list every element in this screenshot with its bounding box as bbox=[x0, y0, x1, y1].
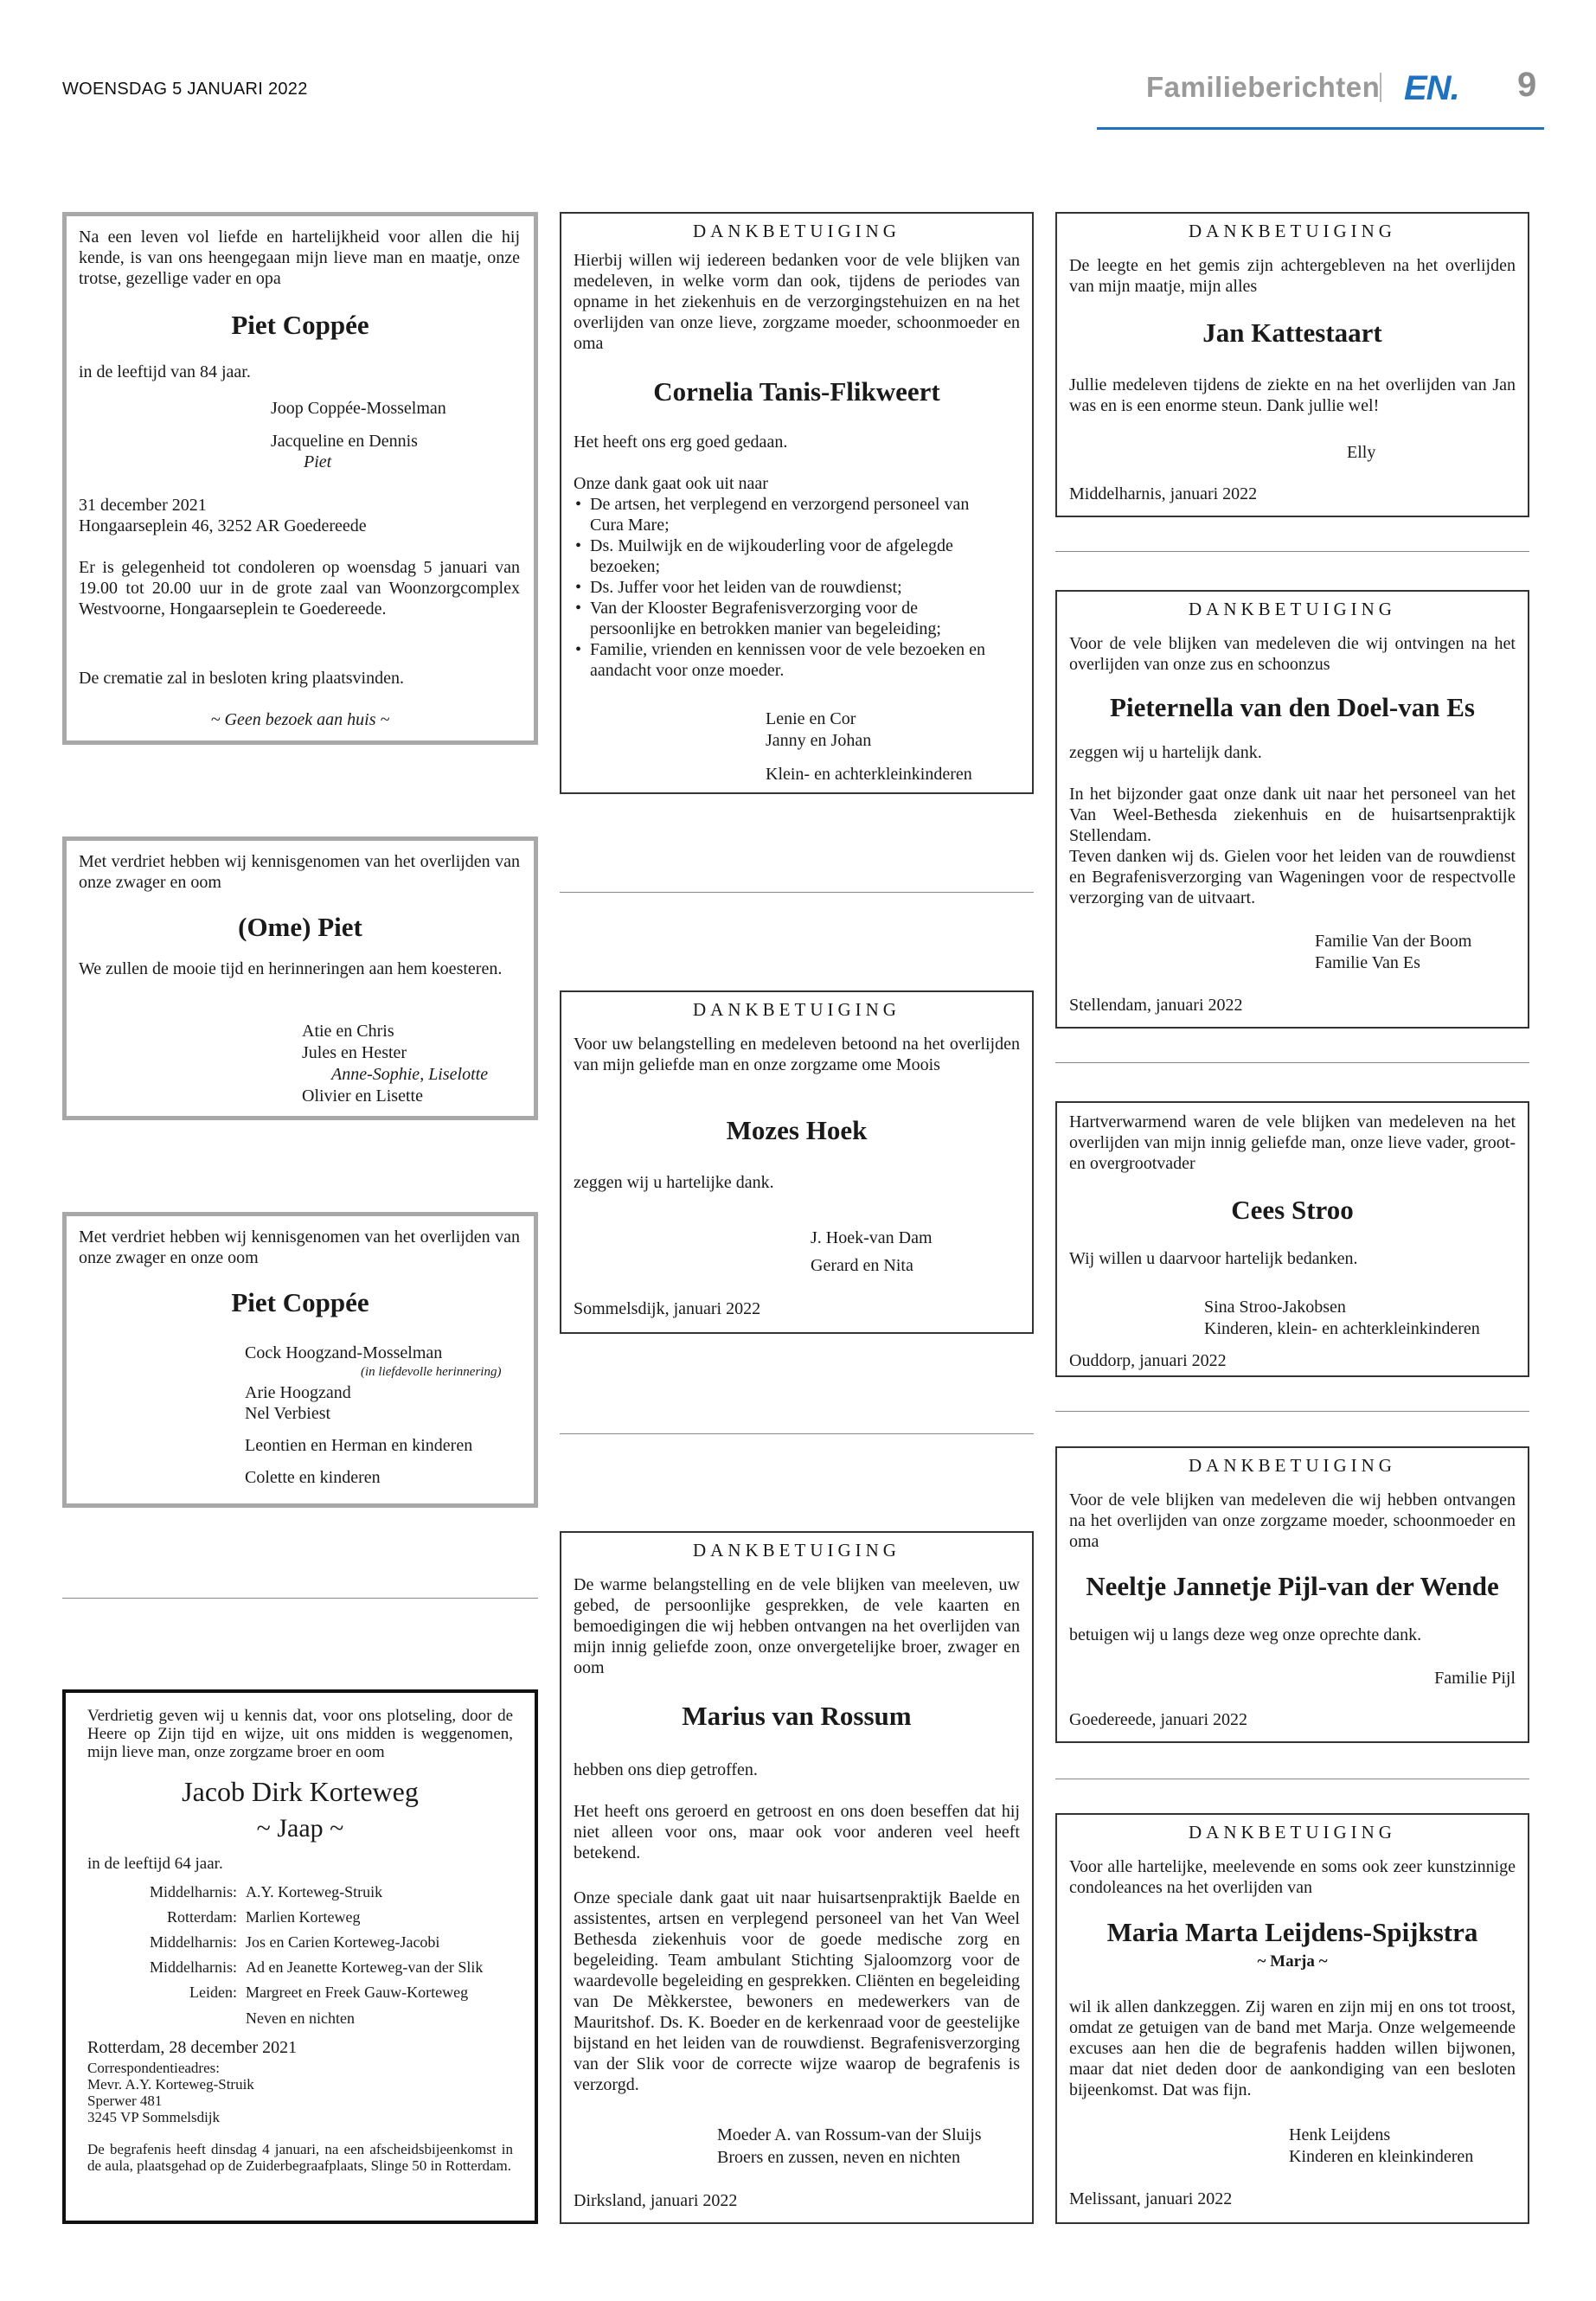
family-place: Middelharnis: bbox=[150, 1933, 237, 1951]
family-names: Neven en nichten bbox=[246, 2009, 355, 2027]
divider bbox=[560, 1433, 1034, 1434]
notice-text: Wij willen u daarvoor hartelijk bedanken. bbox=[1069, 1249, 1358, 1268]
deceased-name: Piet Coppée bbox=[231, 310, 369, 340]
notice-date: 31 december 2021 bbox=[79, 496, 207, 515]
notice-place: Middelharnis, januari 2022 bbox=[1069, 484, 1258, 503]
deceased-name: Mozes Hoek bbox=[726, 1115, 868, 1145]
notice-piet-coppee-2 bbox=[62, 1212, 538, 1508]
family-name: J. Hoek-van Dam bbox=[811, 1228, 933, 1247]
notice-place: Goedereede, januari 2022 bbox=[1069, 1710, 1248, 1729]
deceased-name: Marius van Rossum bbox=[682, 1701, 912, 1731]
notice-text: Onze speciale dank gaat uit naar huisartsenpraktijk Baelde en assistentes, artsen en verplegend personeel van het Van Weel Bethesda ziekenhuis voor de goede medische zorg en begeleiding. Team ambulant Stichting Sjaloomzorg voor de waardevolle begeleiding en gesprekken. Cliënten en begeleiding van De Mèkkerstee, bewoners en medewerkers van de Mauritshof. Ds. K. Boeder en de kerkenraad voor de geestelijke bijstand en het leiden van de rouwdienst. Begrafenisverzorging van der Slik voor de correcte wijze waarop de begrafenis is verzorgd. bbox=[574, 1888, 1020, 2094]
family-names: A.Y. Korteweg-Struik bbox=[246, 1883, 383, 1900]
family-name: Sina Stroo-Jakobsen bbox=[1204, 1298, 1346, 1317]
correspondence-address: 3245 VP Sommelsdijk bbox=[87, 2109, 221, 2125]
notice-date: Rotterdam, 28 december 2021 bbox=[87, 2038, 298, 2057]
correspondence-address: Sperwer 481 bbox=[87, 2093, 163, 2109]
notice-age: in de leeftijd van 84 jaar. bbox=[79, 362, 251, 381]
divider bbox=[1055, 551, 1529, 552]
notice-intro: Voor alle hartelijke, meelevende en soms ook zeer kunstzinnige condoleances na het overlijden van bbox=[1069, 1857, 1516, 1897]
notice-intro: De leegte en het gemis zijn achtergebleven na het overlijden van mijn maatje, mijn alles bbox=[1069, 256, 1516, 296]
family-names: Marlien Korteweg bbox=[246, 1908, 361, 1926]
family-name: Gerard en Nita bbox=[811, 1256, 913, 1275]
list-item: • De artsen, het verplegend en verzorgend personeel van Cura Mare; bbox=[574, 494, 1006, 535]
notice-intro: Met verdriet hebben wij kennisgenomen van het overlijden van onze zwager en onze oom bbox=[79, 1227, 520, 1267]
notice-text: In het bijzonder gaat onze dank uit naar het personeel van het Van Weel-Bethesda ziekenhuis en de huisartsenpraktijk Stellendam. bbox=[1069, 785, 1516, 845]
notice-text: wil ik allen dankzeggen. Zij waren en zijn mij en ons tot troost, omdat ze getuigen van de band met Marja. Onze welgemeende excuses aan hen die de begrafenis hadden willen bijwonen, maar dat niet deden door de aankondiging van een besloten bijeenkomst. Dat was fijn. bbox=[1069, 1997, 1516, 2099]
notice-text: betuigen wij u langs deze weg onze oprechte dank. bbox=[1069, 1625, 1422, 1644]
family-name: Broers en zussen, neven en nichten bbox=[717, 2148, 961, 2167]
header-divider bbox=[1380, 73, 1381, 102]
notice-cornelia-tanis bbox=[560, 212, 1034, 794]
notice-heading: DANKBETUIGING bbox=[1189, 1455, 1396, 1476]
family-place: Rotterdam: bbox=[167, 1908, 237, 1926]
family-names: Margreet en Freek Gauw-Korteweg bbox=[246, 1984, 469, 2001]
notice-text: hebben ons diep getroffen. bbox=[574, 1760, 758, 1779]
deceased-name: Piet Coppée bbox=[231, 1287, 369, 1317]
notice-heading: DANKBETUIGING bbox=[1189, 221, 1396, 241]
notice-jacob-korteweg bbox=[62, 1689, 538, 2224]
remembrance-note: (in liefdevolle herinnering) bbox=[361, 1365, 502, 1379]
deceased-name: Jan Kattestaart bbox=[1202, 317, 1382, 348]
notice-intro: Voor de vele blijken van medeleven die wij hebben ontvangen na het overlijden van onze zorgzame moeder, schoonmoeder en oma bbox=[1069, 1490, 1516, 1551]
notice-pieternella-van-den-doel bbox=[1055, 590, 1529, 1029]
family-names: Jos en Carien Korteweg-Jacobi bbox=[246, 1933, 440, 1951]
family-name: Anne-Sophie, Liselotte bbox=[331, 1065, 489, 1084]
notice-intro: Hierbij willen wij iedereen bedanken voor de vele blijken van medeleven, in welke vorm dan ook, tijdens de periodes van opname in het ziekenhuis en de verzorgingstehuizen en na het overlijden van onze lieve, zorgzame moeder, schoonmoeder en oma bbox=[574, 251, 1020, 353]
notice-intro: Met verdriet hebben wij kennisgenomen van het overlijden van onze zwager en oom bbox=[79, 852, 520, 892]
family-name: Familie Van Es bbox=[1315, 953, 1420, 972]
family-name: Jacqueline en Dennis bbox=[271, 432, 418, 451]
page-number: 9 bbox=[1517, 66, 1537, 104]
family-name: Kinderen en kleinkinderen bbox=[1289, 2147, 1474, 2166]
family-name: Piet bbox=[304, 452, 332, 471]
deceased-name: Pieternella van den Doel-van Es bbox=[1110, 692, 1475, 722]
family-name: Atie en Chris bbox=[302, 1022, 394, 1041]
notice-age: in de leeftijd 64 jaar. bbox=[87, 1855, 223, 1873]
correspondence-label: Correspondentieadres: bbox=[87, 2060, 220, 2076]
family-name: Cock Hoogzand-Mosselman bbox=[245, 1343, 443, 1362]
family-name: Colette en kinderen bbox=[245, 1468, 381, 1487]
list-item: • Ds. Muilwijk en de wijkouderling voor de afgelegde bezoeken; bbox=[574, 535, 1006, 577]
signature: Elly bbox=[1347, 443, 1376, 462]
notice-intro: Na een leven vol liefde en hartelijkheid voor allen die hij kende, is van ons heengegaan mijn lieve man en maatje, onze trotse, gezellige vader en opa bbox=[79, 228, 520, 288]
notice-place: Ouddorp, januari 2022 bbox=[1069, 1351, 1227, 1370]
notice-text: We zullen de mooie tijd en herinneringen aan hem koesteren. bbox=[79, 959, 503, 978]
notice-heading: DANKBETUIGING bbox=[693, 999, 901, 1020]
notice-jan-kattestaart bbox=[1055, 212, 1529, 517]
family-name: Familie Van der Boom bbox=[1315, 932, 1472, 951]
family-name: Olivier en Lisette bbox=[302, 1086, 423, 1106]
notice-text: Het heeft ons erg goed gedaan. bbox=[574, 433, 788, 452]
divider bbox=[1055, 1062, 1529, 1063]
notice-place: Melissant, januari 2022 bbox=[1069, 2189, 1233, 2208]
deceased-name: Maria Marta Leijdens-Spijkstra bbox=[1106, 1917, 1478, 1947]
cremation-info: De crematie zal in besloten kring plaatsvinden. bbox=[79, 669, 404, 688]
divider bbox=[560, 892, 1034, 893]
notice-text: zeggen wij u hartelijke dank. bbox=[574, 1173, 774, 1192]
newspaper-logo: EN. bbox=[1404, 69, 1459, 107]
family-name: Moeder A. van Rossum-van der Sluijs bbox=[717, 2125, 982, 2144]
notice-text: Teven danken wij ds. Gielen voor het leiden van de rouwdienst en Begrafenisverzorging van Wageningen voor de respectvolle verzorging van de uitvaart. bbox=[1069, 847, 1516, 907]
notice-text: Het heeft ons geroerd en getroost en ons doen beseffen dat hij niet alleen voor ons, maar ook voor anderen veel heeft betekend. bbox=[574, 1802, 1020, 1862]
notice-maria-leijdens bbox=[1055, 1813, 1529, 2224]
family-name: Joop Coppée-Mosselman bbox=[271, 399, 446, 418]
deceased-name: Cees Stroo bbox=[1231, 1195, 1354, 1225]
notice-cees-stroo bbox=[1055, 1101, 1529, 1377]
notice-text: Jullie medeleven tijdens de ziekte en na het overlijden van Jan was en is een enorme steun. Dank jullie wel! bbox=[1069, 375, 1516, 415]
family-place: Middelharnis: bbox=[150, 1883, 237, 1900]
condolence-info: Er is gelegenheid tot condoleren op woensdag 5 januari van 19.00 tot 20.00 uur in de grote zaal van Woonzorgcomplex Westvoorne, Hongaarseplein te Goedereede. bbox=[79, 558, 520, 619]
notice-intro: Voor uw belangstelling en medeleven betoond na het overlijden van mijn geliefde man en onze zorgzame ome Moois bbox=[574, 1035, 1020, 1074]
notice-neeltje-pijl bbox=[1055, 1446, 1529, 1743]
signature: Familie Pijl bbox=[1434, 1669, 1516, 1688]
divider bbox=[62, 1598, 538, 1599]
nickname: ~ Jaap ~ bbox=[256, 1814, 344, 1843]
section-title: Familieberichten bbox=[1146, 71, 1381, 103]
deceased-name: Cornelia Tanis-Flikweert bbox=[653, 376, 940, 407]
family-name: Klein- en achterkleinkinderen bbox=[766, 765, 972, 784]
thanks-list bbox=[574, 494, 1006, 681]
family-place: Leiden: bbox=[189, 1984, 237, 2001]
notice-heading: DANKBETUIGING bbox=[693, 221, 901, 241]
notice-heading: DANKBETUIGING bbox=[1189, 1822, 1396, 1843]
family-names: Ad en Jeanette Korteweg-van der Slik bbox=[246, 1958, 484, 1976]
deceased-name: Neeltje Jannetje Pijl-van der Wende bbox=[1086, 1571, 1499, 1601]
deceased-name: Jacob Dirk Korteweg bbox=[182, 1776, 419, 1807]
family-name: Leontien en Herman en kinderen bbox=[245, 1436, 473, 1455]
notice-piet-coppee bbox=[62, 212, 538, 745]
family-name: Janny en Johan bbox=[766, 731, 872, 750]
list-item: • Ds. Juffer voor het leiden van de rouwdienst; bbox=[574, 577, 1006, 598]
notice-address: Hongaarseplein 46, 3252 AR Goedereede bbox=[79, 516, 367, 535]
notice-marius-van-rossum bbox=[560, 1531, 1034, 2224]
notice-ome-piet bbox=[62, 836, 538, 1120]
divider bbox=[1055, 1411, 1529, 1412]
list-item: • Familie, vrienden en kennissen voor de vele bezoeken en aandacht voor onze moeder. bbox=[574, 639, 1006, 681]
deceased-name: (Ome) Piet bbox=[238, 912, 362, 942]
family-name: Nel Verbiest bbox=[245, 1404, 331, 1423]
notice-place: Sommelsdijk, januari 2022 bbox=[574, 1299, 761, 1318]
notice-intro: De warme belangstelling en de vele blijken van meeleven, uw gebed, de persoonlijke gesprekken, de vele kaarten en bemoedigingen die wij hebben ontvangen na het overlijden van mijn innig geliefde zoon, onze onvergetelijke broer, zwager en oom bbox=[574, 1575, 1020, 1677]
list-item: • Van der Klooster Begrafenisverzorging voor de persoonlijke en betrokken manier van begeleiding; bbox=[574, 598, 1006, 639]
nickname: ~ Marja ~ bbox=[1257, 1952, 1328, 1971]
header-rule bbox=[1097, 127, 1544, 130]
family-name: Jules en Hester bbox=[302, 1043, 407, 1062]
family-name: Kinderen, klein- en achterkleinkinderen bbox=[1204, 1319, 1480, 1338]
notice-text: zeggen wij u hartelijk dank. bbox=[1069, 743, 1262, 762]
notice-intro: Voor de vele blijken van medeleven die wij ontvingen na het overlijden van onze zus en schoonzus bbox=[1069, 634, 1516, 674]
notice-heading: DANKBETUIGING bbox=[693, 1540, 901, 1561]
family-name: Henk Leijdens bbox=[1289, 2125, 1391, 2144]
notice-intro: Hartverwarmend waren de vele blijken van medeleven na het overlijden van mijn innig geliefde man, onze lieve vader, groot- en overgrootvader bbox=[1069, 1112, 1516, 1173]
page-date: WOENSDAG 5 JANUARI 2022 bbox=[62, 80, 308, 99]
notice-place: Dirksland, januari 2022 bbox=[574, 2191, 738, 2210]
correspondence-address: Mevr. A.Y. Korteweg-Struik bbox=[87, 2076, 254, 2093]
notice-heading: DANKBETUIGING bbox=[1189, 599, 1396, 619]
funeral-info: De begrafenis heeft dinsdag 4 januari, na een afscheidsbijeenkomst in de aula, plaatsgehad op de Zuiderbegraafplaats, Slinge 50 in Rotterdam. bbox=[87, 2141, 513, 2174]
notice-place: Stellendam, januari 2022 bbox=[1069, 996, 1243, 1015]
notice-text: Onze dank gaat ook uit naar bbox=[574, 474, 768, 493]
family-name: Arie Hoogzand bbox=[245, 1383, 351, 1402]
visit-note: ~ Geen bezoek aan huis ~ bbox=[210, 710, 390, 729]
family-name: Lenie en Cor bbox=[766, 709, 856, 728]
family-place: Middelharnis: bbox=[150, 1958, 237, 1976]
notice-mozes-hoek bbox=[560, 990, 1034, 1334]
notice-intro: Verdrietig geven wij u kennis dat, voor ons plotseling, door de Heere op Zijn tijd en wijze, uit ons midden is weggenomen, mijn lieve man, onze zorgzame broer en oom bbox=[87, 1707, 513, 1761]
